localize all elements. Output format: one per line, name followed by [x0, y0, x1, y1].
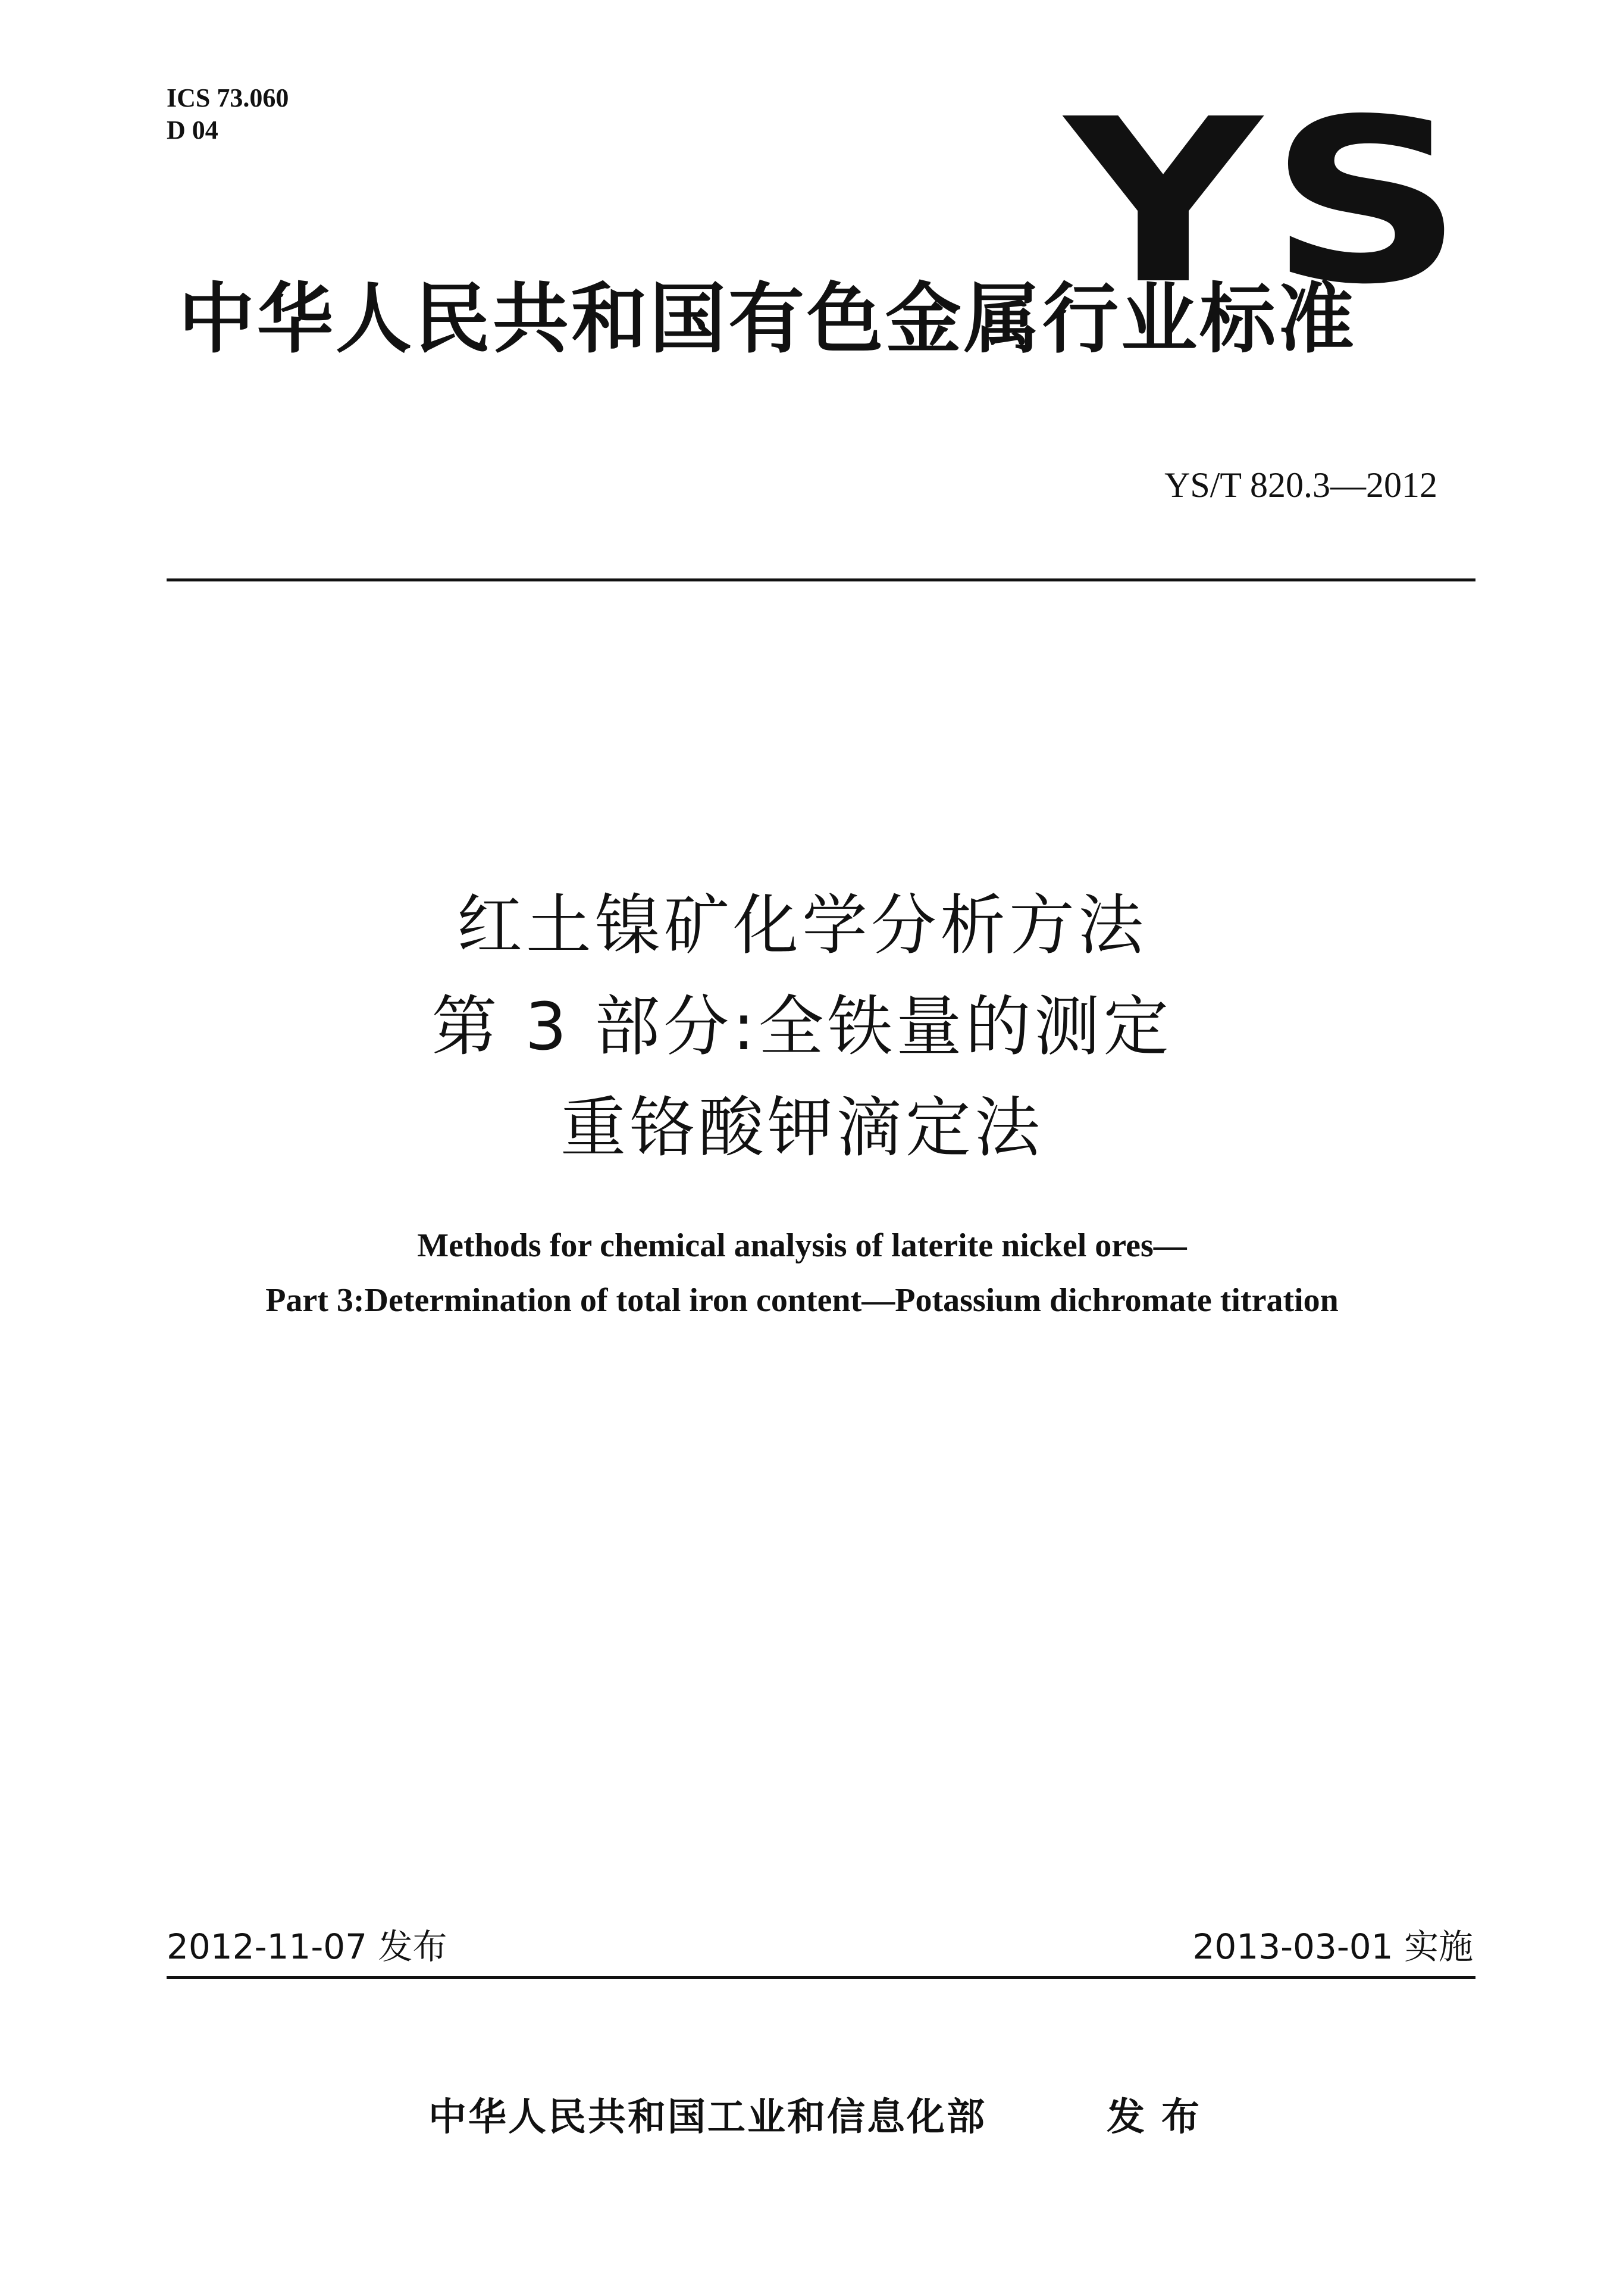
- classification-codes: [167, 82, 289, 146]
- issuing-action: 发布: [1107, 2095, 1216, 2139]
- standard-number: YS/T 820.3—2012: [1164, 465, 1437, 505]
- footer-divider: [167, 1976, 1475, 1979]
- effective-date: 2013-03-01 实施: [1192, 1926, 1473, 1967]
- issue-date: 2012-11-07 发布: [167, 1926, 447, 1967]
- title-cn-line-3: 重铬酸钾滴定法: [560, 1090, 1044, 1166]
- standard-category-title: 中华人民共和国有色金属行业标准: [178, 275, 1357, 364]
- ics-code: ICS 73.060: [167, 83, 289, 112]
- title-en-line-2: Part 3:Determination of total iron content—Potassium dichromate titration: [265, 1282, 1339, 1319]
- title-en-line-1: Methods for chemical analysis of laterite nickel ores—: [417, 1227, 1187, 1264]
- header-divider: [167, 578, 1475, 581]
- issuing-authority: 中华人民共和国工业和信息化部: [428, 2095, 986, 2139]
- ys-logo: YS: [1065, 70, 1471, 334]
- title-cn-line-2: 第 3 部分:全铁量的测定: [431, 989, 1173, 1065]
- title-cn-line-1: 红土镍矿化学分析方法: [457, 887, 1147, 964]
- ccs-code: D 04: [167, 115, 218, 145]
